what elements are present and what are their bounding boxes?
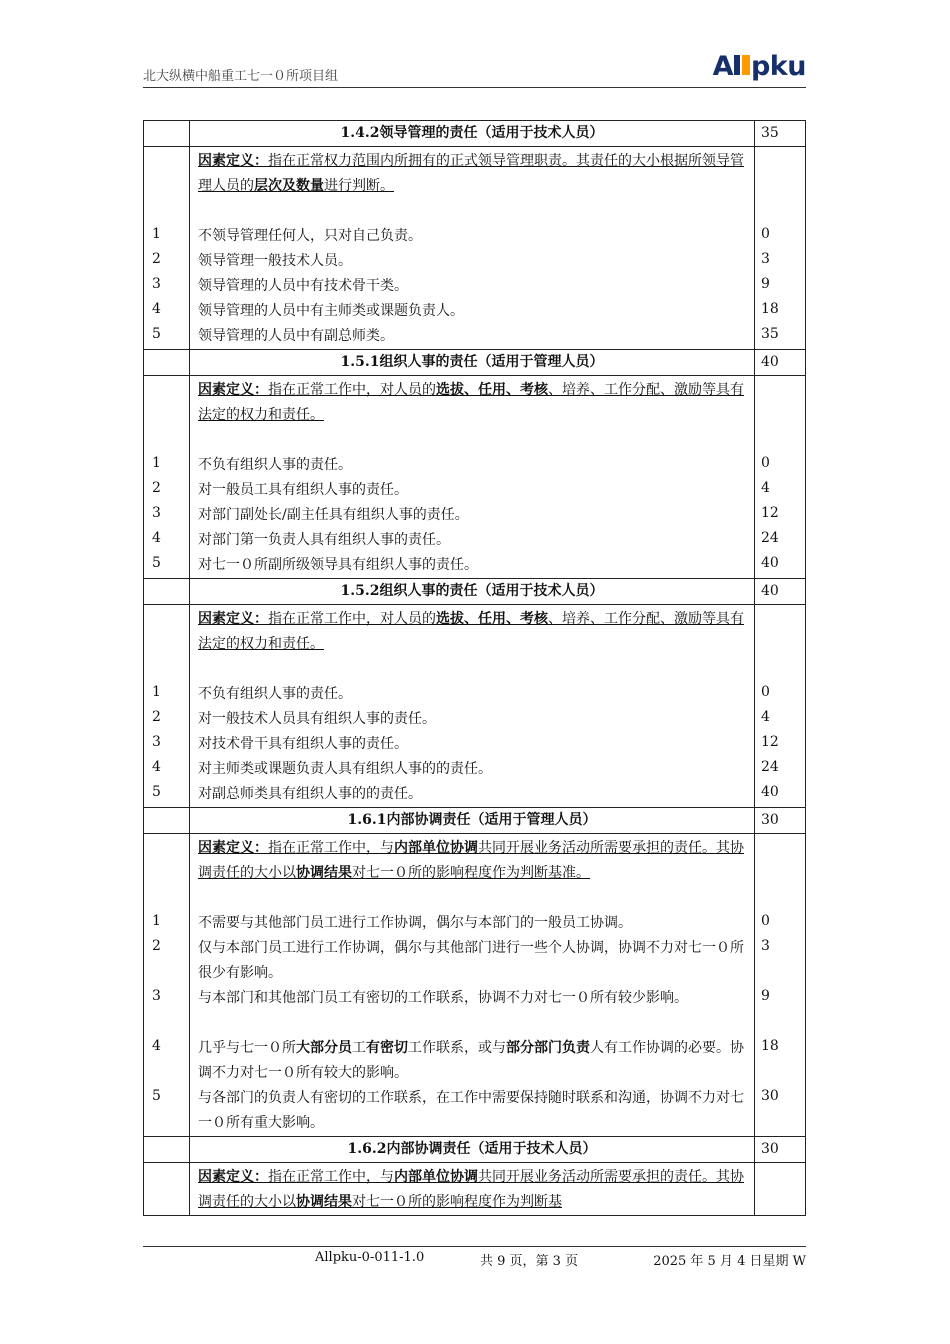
level-score: 40: [761, 784, 779, 800]
factor-definition: 因素定义：指在正常工作中，与内部单位协调共同开展业务活动所需要承担的责任。其协调责任的大小以协调结果对七一０所的影响程度作为判断基准。: [198, 840, 744, 881]
level-description: 对一般员工具有组织人事的责任。: [198, 482, 408, 498]
level-description: 几乎与七一０所大部分员工有密切工作联系，或与部分部门负责人有工作协调的必要。协调不力对七一０所有较大的影响。: [198, 1040, 744, 1081]
factor-description: [190, 605, 755, 808]
level-description: 对一般技术人员具有组织人事的责任。: [198, 711, 436, 727]
section-title: 1.6.1内部协调责任（适用于管理人员）: [190, 808, 755, 834]
section-header-row: [144, 350, 806, 376]
level-score: 24: [761, 530, 779, 546]
page-header: [143, 51, 806, 88]
evaluation-factor-table: [143, 120, 806, 1216]
factor-definition: 因素定义：指在正常工作中，与内部单位协调共同开展业务活动所需要承担的责任。其协调责任的大小以协调结果对七一０所的影响程度作为判断基: [198, 1169, 744, 1210]
section-body-row: [144, 1163, 806, 1216]
section-body-row: [144, 605, 806, 808]
section-points: 40: [755, 579, 806, 605]
level-number: 4: [152, 759, 161, 775]
level-description: 领导管理的人员中有主师类或课题负责人。: [198, 303, 464, 319]
section-title: 1.5.1组织人事的责任（适用于管理人员）: [190, 350, 755, 376]
level-description: 仅与本部门员工进行工作协调，偶尔与其他部门进行一些个人协调，协调不力对七一０所很少有影响。: [198, 940, 744, 981]
level-number: 4: [152, 301, 161, 317]
level-score: 0: [761, 684, 770, 700]
level-number: 5: [152, 1088, 161, 1104]
factor-description: [190, 147, 755, 350]
section-body-row: [144, 147, 806, 350]
factor-description: [190, 834, 755, 1137]
level-score: 12: [761, 734, 779, 750]
level-description: 对部门副处长/副主任具有组织人事的责任。: [198, 507, 469, 523]
score-column: [755, 147, 806, 350]
level-score: 0: [761, 455, 770, 471]
level-score: 40: [761, 555, 779, 571]
level-number: 3: [152, 734, 161, 750]
footer-date: 2025 年 5 月 4 日星期 W: [653, 1254, 806, 1269]
level-score: 4: [761, 709, 770, 725]
level-number: 2: [152, 480, 161, 496]
level-description: 对技术骨干具有组织人事的责任。: [198, 736, 408, 752]
factor-definition: 因素定义：指在正常工作中，对人员的选拔、任用、考核、培养、工作分配、激励等具有法定的权力和责任。: [198, 611, 744, 652]
level-description: 与各部门的负责人有密切的工作联系，在工作中需要保持随时联系和沟通，协调不力对七一０所有重大影响。: [198, 1090, 744, 1131]
section-points: 40: [755, 350, 806, 376]
section-points: 30: [755, 808, 806, 834]
level-score: 4: [761, 480, 770, 496]
page-footer: [143, 1246, 806, 1269]
level-score: 0: [761, 913, 770, 929]
level-number: 5: [152, 784, 161, 800]
score-column: [755, 605, 806, 808]
level-score: 30: [761, 1088, 779, 1104]
factor-definition: 因素定义：指在正常工作中，对人员的选拔、任用、考核、培养、工作分配、激励等具有法定的权力和责任。: [198, 382, 744, 423]
level-score: 18: [761, 301, 779, 317]
factor-definition: 因素定义：指在正常权力范围内所拥有的正式领导管理职责。其责任的大小根据所领导管理人员的层次及数量进行判断。: [198, 153, 744, 194]
level-description: 不负有组织人事的责任。: [198, 457, 352, 473]
level-number: 2: [152, 709, 161, 725]
level-description: 领导管理的人员中有技术骨干类。: [198, 278, 408, 294]
section-points: 30: [755, 1137, 806, 1163]
level-number: 3: [152, 276, 161, 292]
level-number: 1: [152, 684, 161, 700]
level-number: 1: [152, 455, 161, 471]
level-number: 5: [152, 326, 161, 342]
level-score: 0: [761, 226, 770, 242]
level-score: 3: [761, 938, 770, 954]
level-score: 35: [761, 326, 779, 342]
level-number: 3: [152, 505, 161, 521]
level-score: 18: [761, 1038, 779, 1054]
level-column: [144, 147, 190, 350]
footer-page-number: 共 9 页，第 3 页: [480, 1254, 579, 1269]
footer-doc-id: Allpku-0-011-1.0: [315, 1250, 425, 1265]
level-number: 4: [152, 1038, 161, 1054]
section-header-row: [144, 1137, 806, 1163]
section-title: 1.5.2组织人事的责任（适用于技术人员）: [190, 579, 755, 605]
level-description: 与本部门和其他部门员工有密切的工作联系，协调不力对七一０所有较少影响。: [198, 990, 688, 1006]
level-number: 5: [152, 555, 161, 571]
level-score: 9: [761, 276, 770, 292]
factor-description: [190, 376, 755, 579]
section-title: 1.4.2领导管理的责任（适用于技术人员）: [190, 121, 755, 147]
level-score: 9: [761, 988, 770, 1004]
level-number: 2: [152, 938, 161, 954]
level-number: 4: [152, 530, 161, 546]
level-description: 领导管理一般技术人员。: [198, 253, 352, 269]
level-column: [144, 605, 190, 808]
level-score: 24: [761, 759, 779, 775]
level-description: 对部门第一负责人具有组织人事的责任。: [198, 532, 450, 548]
level-number: 3: [152, 988, 161, 1004]
header-org-name: 北大纵横中船重工七一０所项目组: [143, 69, 339, 84]
section-header-row: [144, 121, 806, 147]
level-description: 不需要与其他部门员工进行工作协调，偶尔与本部门的一般员工协调。: [198, 915, 632, 931]
level-description: 对主师类或课题负责人具有组织人事的的责任。: [198, 761, 492, 777]
score-column: [755, 834, 806, 1137]
factor-description: [190, 1163, 755, 1216]
section-title: 1.6.2内部协调责任（适用于技术人员）: [190, 1137, 755, 1163]
level-column: [144, 834, 190, 1137]
section-header-row: [144, 579, 806, 605]
score-column: [755, 376, 806, 579]
level-column: [144, 376, 190, 579]
level-description: 不负有组织人事的责任。: [198, 686, 352, 702]
section-body-row: [144, 834, 806, 1137]
section-header-row: [144, 808, 806, 834]
level-description: 不领导管理任何人，只对自己负责。: [198, 228, 422, 244]
section-body-row: [144, 376, 806, 579]
level-number: 2: [152, 251, 161, 267]
level-score: 3: [761, 251, 770, 267]
score-column: [755, 1163, 806, 1216]
level-number: 1: [152, 226, 161, 242]
level-score: 12: [761, 505, 779, 521]
level-column: [144, 1163, 190, 1216]
level-description: 对七一０所副所级领导具有组织人事的责任。: [198, 557, 478, 573]
level-description: 领导管理的人员中有副总师类。: [198, 328, 394, 344]
level-description: 对副总师类具有组织人事的的责任。: [198, 786, 422, 802]
section-points: 35: [755, 121, 806, 147]
allpku-logo: A pku: [712, 51, 806, 82]
level-number: 1: [152, 913, 161, 929]
